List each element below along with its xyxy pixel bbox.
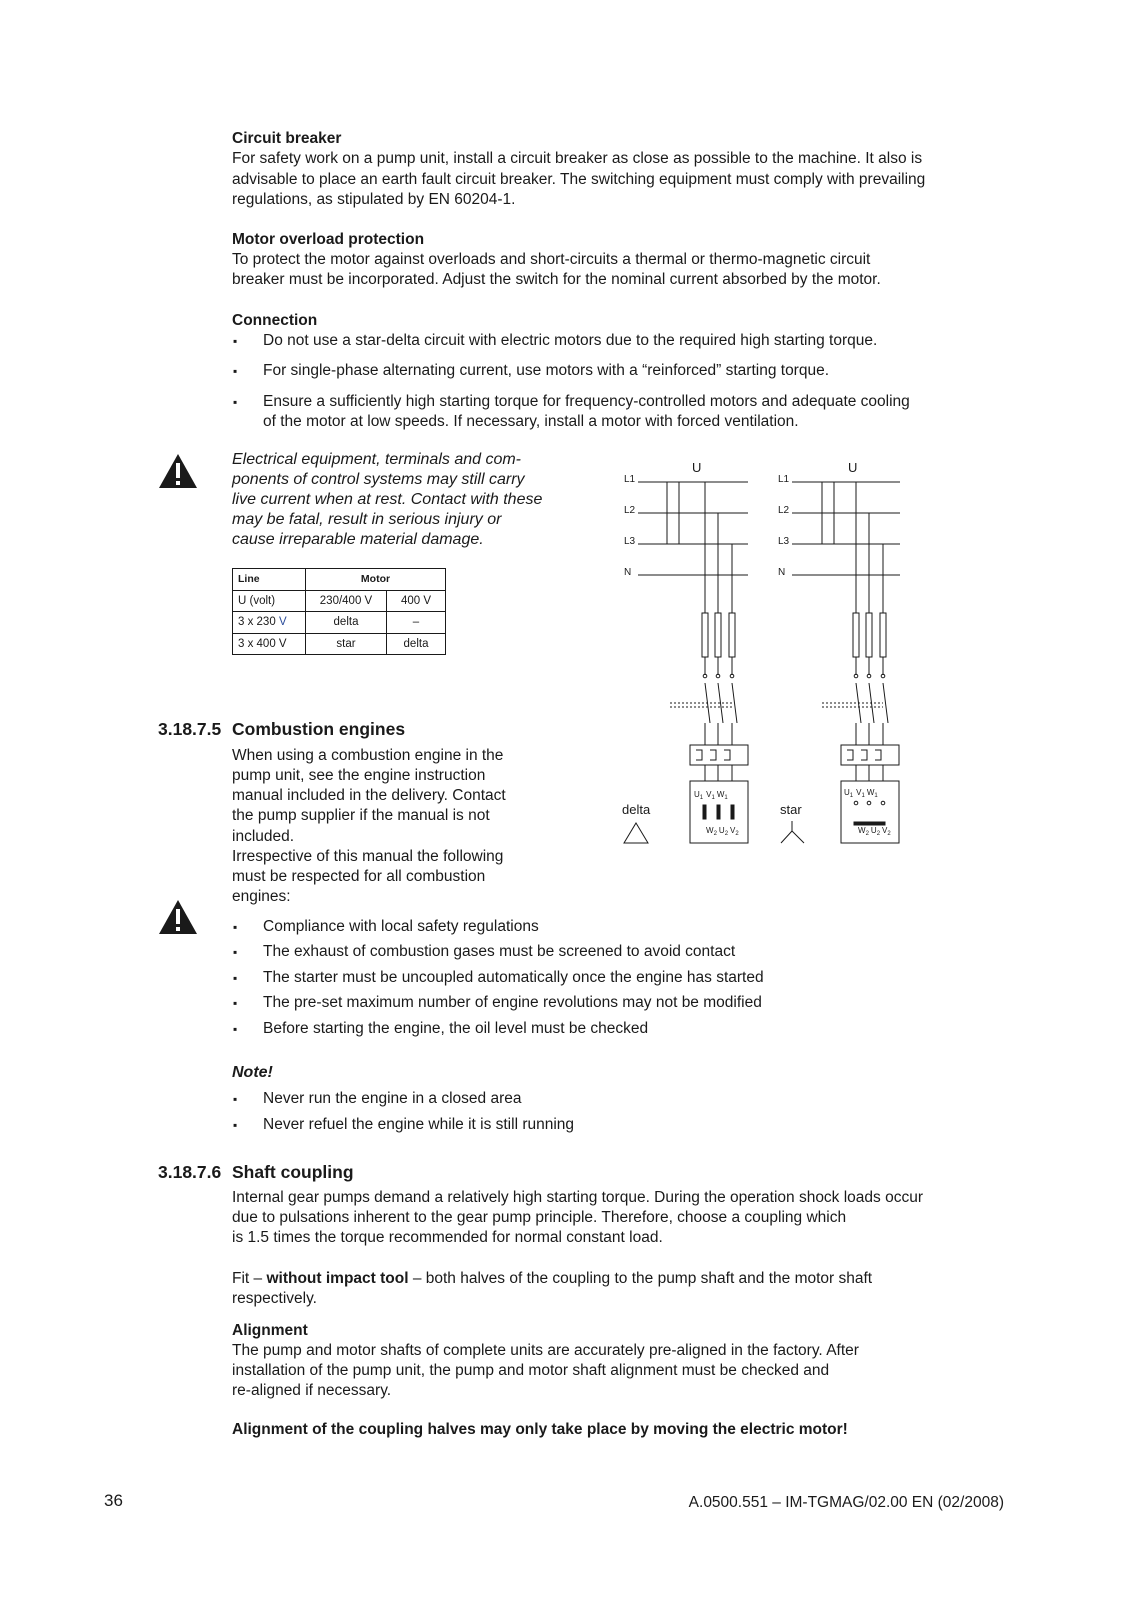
star-w1: W [866, 788, 875, 797]
bullet-marker: ▪ [233, 945, 238, 959]
star-v2-sub: 2 [887, 831, 891, 837]
combustion-bullet-1: Compliance with local safety regulations [263, 918, 539, 935]
combustion-bullet-5: Before starting the engine, the oil level must be checked [263, 1020, 649, 1037]
table-cell [233, 612, 306, 634]
bullet-marker: ▪ [233, 1092, 238, 1106]
table-cell-unit: V [278, 616, 287, 629]
combustion-bullet-2: The exhaust of combustion gases must be screened to avoid contact [263, 943, 736, 960]
bullet-marker: ▪ [233, 334, 238, 348]
delta-v2: V [730, 826, 736, 835]
delta-symbol-icon [624, 823, 648, 843]
connection-bullet-3-cont: of the motor at low speeds. If necessary, install a motor with forced ventilation. [263, 413, 799, 430]
note-bullet-1: Never run the engine in a closed area [263, 1090, 522, 1107]
combustion-line-7: must be respected for all combustion [232, 868, 486, 885]
motor-overload-heading: Motor overload protection [232, 231, 425, 248]
delta-mode-label: delta [622, 802, 651, 817]
delta-line-n: N [624, 567, 632, 578]
table-cell: 230/400 V [306, 590, 387, 612]
delta-line-l3: L3 [624, 536, 636, 547]
connection-heading: Connection [232, 312, 318, 329]
delta-top-label: U [692, 460, 702, 475]
delta-terminals-top [694, 790, 728, 801]
warning-line-4: may be fatal, result in serious injury or [232, 511, 502, 528]
warning-line-1: Electrical equipment, terminals and com- [232, 451, 522, 468]
star-line-l2: L2 [778, 505, 790, 516]
delta-diagram [622, 460, 748, 843]
table-cell: delta [387, 633, 446, 655]
page-number: 36 [104, 1491, 123, 1510]
combustion-line-3: manual included in the delivery. Contact [232, 787, 506, 804]
star-v2: V [882, 826, 888, 835]
delta-u2: U [718, 826, 725, 835]
star-v1: V [856, 788, 862, 797]
combustion-line-4: the pump supplier if the manual is not [232, 807, 490, 824]
fit-suffix: – both halves of the coupling to the pump shaft and the motor shaft [408, 1270, 873, 1287]
combustion-line-1: When using a combustion engine in the [232, 747, 504, 764]
delta-u1-sub: 1 [699, 795, 704, 801]
warning-triangle-icon [157, 898, 199, 936]
delta-line-l2: L2 [624, 505, 636, 516]
table-cell: 400 V [387, 590, 446, 612]
motor-overload-line-1: To protect the motor against overloads and short-circuits a thermal or thermo-magnetic circuit [232, 251, 871, 268]
bullet-marker: ▪ [233, 1118, 238, 1132]
combustion-line-2: pump unit, see the engine instruction [232, 767, 486, 784]
bullet-marker: ▪ [233, 920, 238, 934]
table-row [233, 612, 446, 634]
bullet-marker: ▪ [233, 971, 238, 985]
delta-terminals-bottom [706, 826, 739, 837]
warning-line-2: ponents of control systems may still carry [232, 471, 525, 488]
motor-overload-line-2: breaker must be incorporated. Adjust the switch for the nominal current absorbed by the motor. [232, 271, 881, 288]
combustion-bullet-3: The starter must be uncoupled automatically once the engine has started [263, 969, 764, 986]
delta-v1-sub: 1 [711, 795, 715, 801]
table-header-row [233, 569, 446, 591]
delta-w2-sub: 2 [713, 831, 717, 837]
combustion-line-6: Irrespective of this manual the following [232, 848, 504, 865]
wiring-diagram [610, 455, 910, 850]
table-cell: delta [306, 612, 387, 634]
star-w2-sub: 2 [865, 831, 869, 837]
warning-line-5: cause irreparable material damage. [232, 531, 484, 548]
star-line-n: N [778, 567, 786, 578]
delta-v1: V [706, 790, 712, 799]
star-line-l1: L1 [778, 474, 790, 485]
connection-bullet-1: Do not use a star-delta circuit with electric motors due to the required high starting torque. [263, 332, 878, 349]
bullet-marker: ▪ [233, 395, 238, 409]
alignment-warning: Alignment of the coupling halves may only take place by moving the electric motor! [232, 1421, 848, 1438]
star-terminals-bottom [858, 826, 891, 837]
delta-w2: W [706, 826, 714, 835]
table-cell: star [306, 633, 387, 655]
circuit-breaker-line-1: For safety work on a pump unit, install a circuit breaker as close as possible to the machine. It also is [232, 150, 923, 167]
table-cell: – [387, 612, 446, 634]
voltage-table [232, 568, 446, 655]
delta-u2-sub: 2 [724, 831, 729, 837]
shaft-line-1: Internal gear pumps demand a relatively high starting torque. During the operation shock loads occur [232, 1189, 924, 1206]
note-label: Note! [232, 1064, 273, 1081]
star-line-l3: L3 [778, 536, 790, 547]
star-u1-sub: 1 [849, 793, 854, 799]
document-reference: A.0500.551 – IM-TGMAG/02.00 EN (02/2008) [688, 1494, 1004, 1511]
alignment-heading: Alignment [232, 1322, 308, 1339]
section-title-shaft: Shaft coupling [232, 1162, 354, 1182]
table-cell: U (volt) [233, 590, 306, 612]
fit-bold: without impact tool [266, 1270, 409, 1287]
star-symbol-icon [781, 821, 804, 843]
fit-line-2: respectively. [232, 1290, 317, 1307]
alignment-line-3: re-aligned if necessary. [232, 1382, 392, 1399]
table-header-motor: Motor [306, 569, 446, 591]
star-top-label: U [848, 460, 858, 475]
delta-w1-sub: 1 [724, 795, 728, 801]
combustion-line-5: included. [232, 828, 295, 845]
alignment-line-1: The pump and motor shafts of complete units are accurately pre-aligned in the factory. After [232, 1342, 859, 1359]
star-v1-sub: 1 [861, 793, 865, 799]
star-u2: U [870, 826, 877, 835]
bullet-marker: ▪ [233, 364, 238, 378]
warning-triangle-icon [157, 452, 199, 490]
star-u2-sub: 2 [876, 831, 881, 837]
section-number-combustion: 3.18.7.5 [158, 719, 222, 739]
star-w2: W [858, 826, 866, 835]
connection-bullet-3: Ensure a sufficiently high starting torque for frequency-controlled motors and adequate cooling [263, 393, 910, 410]
star-diagram [778, 460, 900, 843]
circuit-breaker-line-2: advisable to place an earth fault circuit breaker. The switching equipment must comply with prevailing [232, 171, 926, 188]
section-title-combustion: Combustion engines [232, 719, 406, 739]
table-row [233, 590, 446, 612]
table-cell-text: 3 x 230 [238, 616, 276, 629]
connection-bullet-2: For single-phase alternating current, use motors with a “reinforced” starting torque. [263, 362, 830, 379]
bullet-marker: ▪ [233, 996, 238, 1010]
star-mode-label: star [780, 802, 802, 817]
combustion-bullet-4: The pre-set maximum number of engine revolutions may not be modified [263, 994, 762, 1011]
circuit-breaker-line-3: regulations, as stipulated by EN 60204-1. [232, 191, 516, 208]
delta-w1: W [716, 790, 725, 799]
delta-v2-sub: 2 [735, 831, 739, 837]
alignment-line-2: installation of the pump unit, the pump and motor shaft alignment must be checked and [232, 1362, 830, 1379]
star-w1-sub: 1 [874, 793, 878, 799]
table-header-line: Line [233, 569, 306, 591]
section-number-shaft: 3.18.7.6 [158, 1162, 222, 1182]
circuit-breaker-heading: Circuit breaker [232, 130, 342, 147]
delta-u1: U [694, 790, 700, 799]
fit-prefix: Fit – [232, 1270, 267, 1287]
shaft-line-3: is 1.5 times the torque recommended for normal constant load. [232, 1229, 663, 1246]
fit-line-1 [232, 1269, 872, 1290]
table-cell: 3 x 400 V [233, 633, 306, 655]
table-row [233, 633, 446, 655]
bullet-marker: ▪ [233, 1022, 238, 1036]
star-terminals-top [844, 788, 878, 799]
shaft-line-2: due to pulsations inherent to the gear pump principle. Therefore, choose a coupling which [232, 1209, 847, 1226]
star-u1: U [844, 788, 850, 797]
warning-line-3: live current when at rest. Contact with these [232, 491, 543, 508]
delta-line-l1: L1 [624, 474, 636, 485]
combustion-line-8: engines: [232, 888, 291, 905]
note-bullet-2: Never refuel the engine while it is still running [263, 1116, 575, 1133]
